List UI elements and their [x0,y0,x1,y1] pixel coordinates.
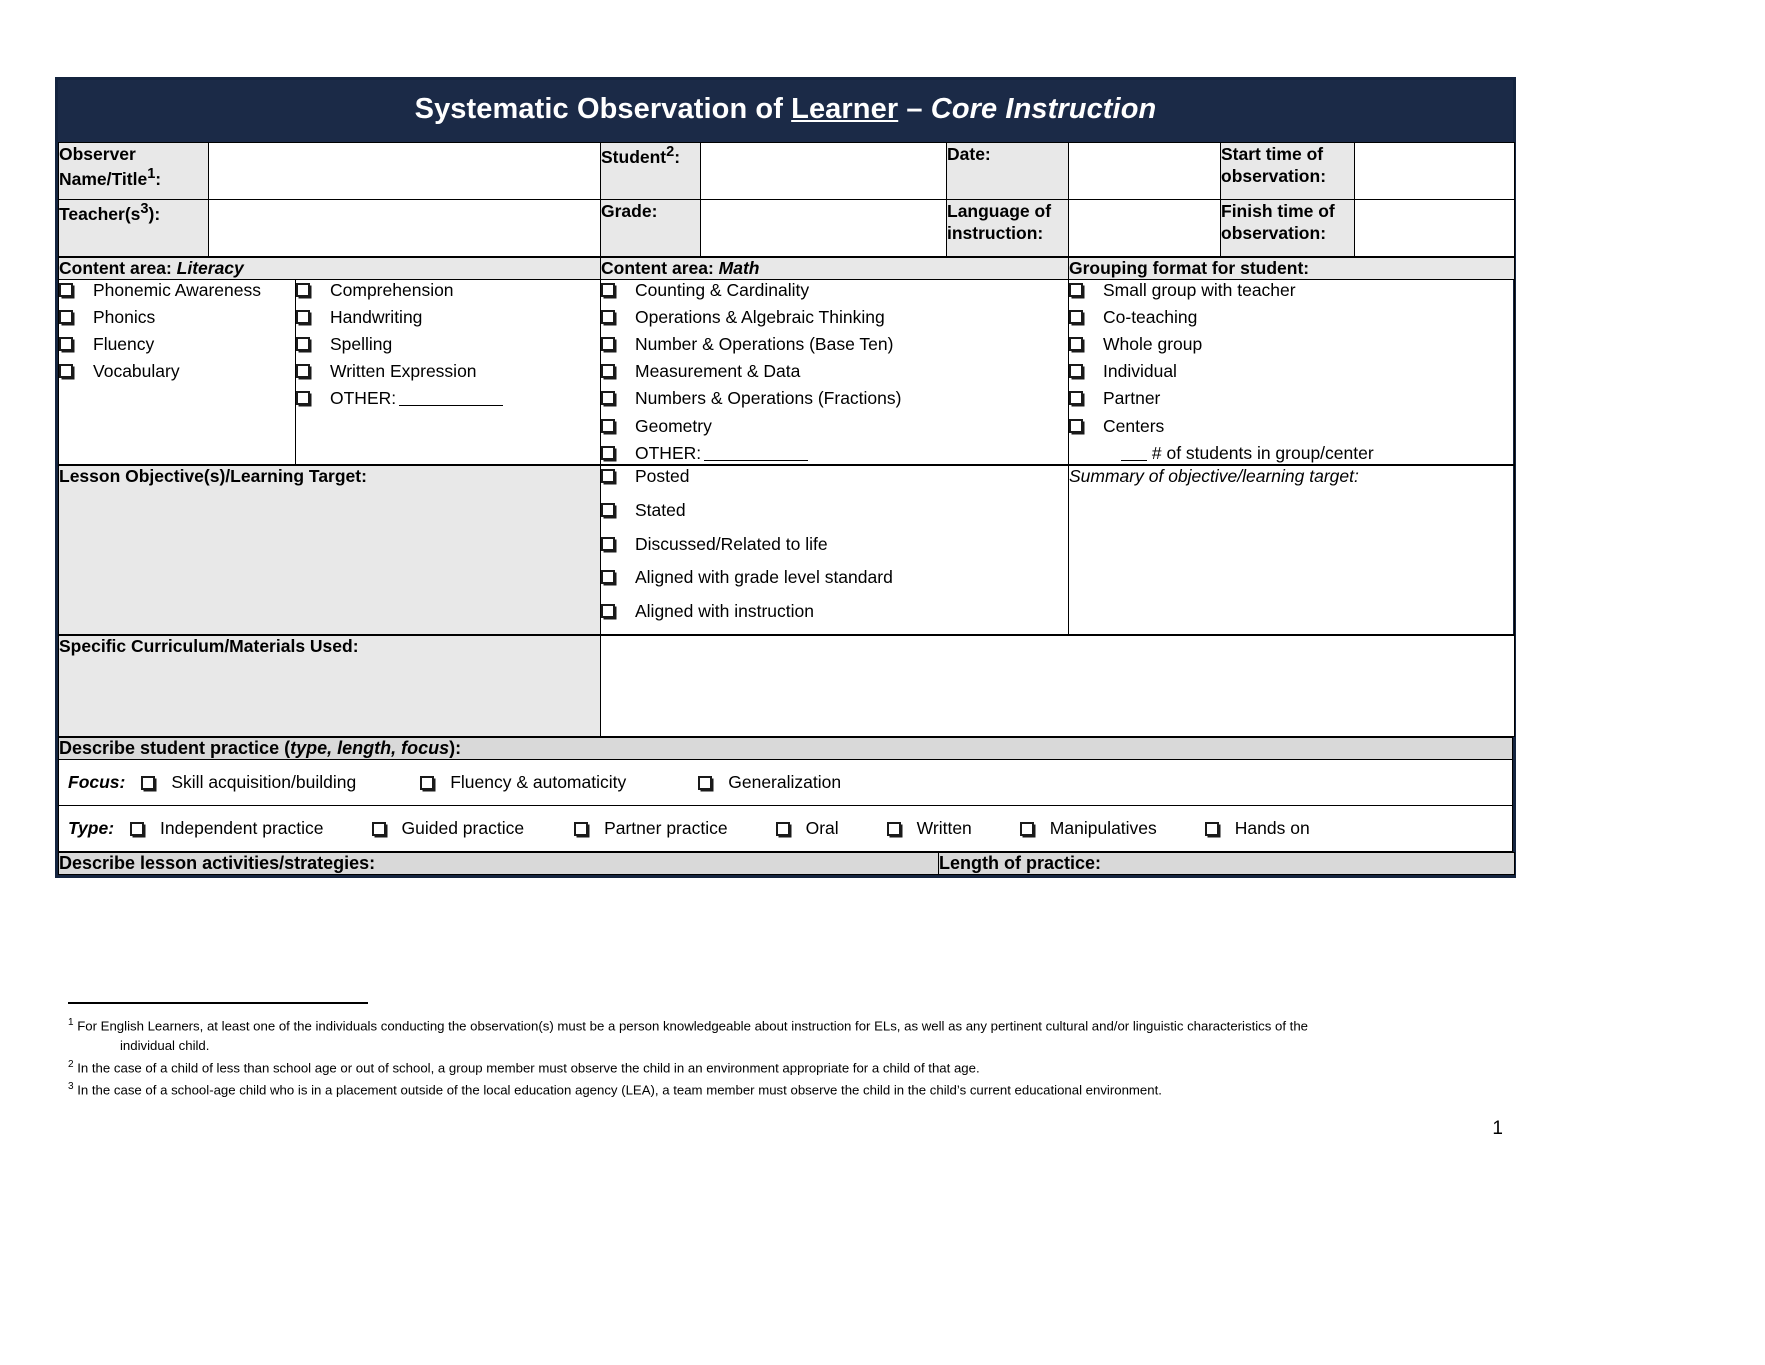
checkbox-item[interactable] [776,818,839,839]
footnotes [68,1002,1498,1103]
checkbox-label: Independent practice [160,818,324,839]
footnote-separator [68,1002,368,1004]
practice-table [58,737,1513,852]
checkbox-icon[interactable] [296,337,310,351]
bottom-band-row [59,853,1515,875]
checkbox-label: Oral [805,818,839,839]
checkbox-label: Skill acquisition/building [171,772,357,793]
footnote-3-number: 3 [68,1081,74,1093]
checkbox-label: Discussed/Related to life [635,533,828,554]
info-row-1 [59,142,1515,199]
math-column [601,279,1069,464]
checkbox-label: Manipulatives [1049,818,1157,839]
checkbox-icon[interactable] [1069,337,1083,351]
language-field[interactable] [1069,199,1221,256]
checkbox-label: Partner [1103,388,1161,409]
practice-band-italic: type, length, focus [290,738,450,759]
activities-label: Describe lesson activities/strategies: [59,853,939,875]
checkbox-icon[interactable] [1069,391,1083,405]
teacher-colon: ): [148,203,161,224]
student-label [601,142,701,199]
checkbox-item[interactable] [601,534,1068,555]
checkbox-icon[interactable] [601,337,615,351]
checkbox-icon[interactable] [601,604,615,618]
practice-band-row [59,738,1513,760]
checkbox-item[interactable] [1069,334,1514,355]
literacy-column-2 [296,279,601,464]
teacher-label [59,199,209,256]
info-row-2 [59,199,1515,256]
title-italic: Core Instruction [930,93,1157,125]
checkbox-item[interactable] [372,818,525,839]
literacy-column-1 [59,279,296,464]
checkbox-label: Individual [1103,361,1177,382]
checkbox-item-other[interactable] [296,388,600,409]
checkbox-item[interactable] [141,772,356,793]
checkbox-item[interactable] [601,500,1068,521]
bottom-band-table [58,852,1515,875]
checkbox-icon[interactable] [296,283,310,297]
content-area-band-row [59,257,1515,279]
checkbox-item[interactable] [601,388,1068,409]
teacher-text: Teacher(s [59,203,141,224]
footnote-2-text: In the case of a child of less than school age or out of school, a group member must observe the child in an environment appropriate for a child of that age. [77,1060,980,1076]
checkbox-item[interactable] [887,818,972,839]
checkbox-label: Co-teaching [1103,307,1198,328]
type-items [59,806,1512,851]
curriculum-table [58,635,1515,737]
student-colon: : [674,146,681,167]
checkbox-item[interactable] [1069,307,1514,328]
math-band-name: Math [718,257,760,278]
checkbox-item[interactable] [1069,416,1514,437]
math-band [601,257,1069,279]
checkbox-label: Small group with teacher [1103,279,1296,300]
footnote-1 [68,1016,1498,1055]
grouping-column [1069,279,1515,464]
checkbox-icon[interactable] [601,570,615,584]
content-area-checkbox-row [59,279,1515,464]
checkbox-item[interactable] [296,334,600,355]
literacy-band [59,257,601,279]
observer-name-field[interactable] [209,142,601,199]
finish-time-label: Finish time of observation: [1221,199,1355,256]
checkbox-item[interactable] [296,361,600,382]
focus-row [59,760,1513,806]
checkbox-label: Written Expression [330,361,477,382]
start-time-field[interactable] [1355,142,1515,199]
footnote-3 [68,1080,1498,1100]
literacy-band-name: Literacy [176,257,244,278]
checkbox-label: Stated [635,499,686,520]
other-label: OTHER: [330,388,397,409]
checkbox-label: Fluency & automaticity [450,772,627,793]
checkbox-item[interactable] [420,772,626,793]
language-label: Language of instruction: [947,199,1069,256]
objective-summary-cell[interactable] [1069,466,1515,635]
page-number: 1 [1492,1118,1503,1139]
checkbox-icon[interactable] [601,446,615,460]
teacher-footnote-ref: 3 [140,200,149,217]
checkbox-label: Hands on [1234,818,1310,839]
grade-label: Grade: [601,199,701,256]
checkbox-label: Generalization [728,772,842,793]
checkbox-label: Phonics [93,307,156,328]
checkbox-label: Vocabulary [93,361,180,382]
focus-items [59,760,1512,805]
checkbox-icon[interactable] [59,364,73,378]
checkbox-label: Numbers & Operations (Fractions) [635,388,902,409]
focus-cell [59,760,1513,806]
checkbox-icon[interactable] [601,310,615,324]
checkbox-item[interactable] [296,280,600,301]
student-field[interactable] [701,142,947,199]
practice-band-label [59,738,1513,760]
other-write-in-line[interactable] [704,460,808,461]
checkbox-item[interactable] [601,567,1068,588]
checkbox-item[interactable] [1069,361,1514,382]
checkbox-icon[interactable] [601,283,615,297]
curriculum-label: Specific Curriculum/Materials Used: [59,636,601,737]
footnote-1-number: 1 [68,1017,74,1028]
info-table [58,142,1515,257]
checkbox-icon[interactable] [574,822,588,836]
checkbox-item[interactable] [574,818,728,839]
checkbox-item[interactable] [130,818,323,839]
checkbox-label: Phonemic Awareness [93,279,261,300]
checkbox-icon[interactable] [601,537,615,551]
checkbox-label: Written [916,818,972,839]
checkbox-item[interactable] [601,307,1068,328]
date-field[interactable] [1069,142,1221,199]
checkbox-item[interactable] [698,772,841,793]
checkbox-label: Centers [1103,415,1165,436]
checkbox-icon[interactable] [130,822,144,836]
practice-band-suffix: ): [449,738,462,759]
checkbox-icon[interactable] [1069,364,1083,378]
curriculum-field[interactable] [601,636,1515,737]
form-title [58,80,1513,142]
checkbox-icon[interactable] [59,283,73,297]
checkbox-icon[interactable] [296,310,310,324]
checkbox-icon[interactable] [601,391,615,405]
checkbox-item[interactable] [601,361,1068,382]
practice-band-prefix: Describe student practice ( [59,738,291,759]
title-underlined: Learner [791,93,899,125]
checkbox-item[interactable] [601,280,1068,301]
checkbox-icon[interactable] [1069,283,1083,297]
checkbox-label: Comprehension [330,279,454,300]
checkbox-icon[interactable] [420,776,434,790]
checkbox-icon[interactable] [698,776,712,790]
title-prefix: Systematic Observation of [414,93,792,125]
checkbox-label: Whole group [1103,334,1203,355]
observer-name-label [59,142,209,199]
math-band-prefix: Content area: [601,257,719,278]
footnote-1-text: For English Learners, at least one of the individuals conducting the observation(s) must be a person knowledgeable about instruction for ELs, as well as any pertinent cultural and/or linguistic characteristics of the [77,1018,1309,1034]
students-count-line[interactable] [1121,460,1147,461]
checkbox-label: Fluency [93,334,155,355]
checkbox-label: Guided practice [401,818,525,839]
checkbox-item[interactable] [59,334,295,355]
type-label: Type: [68,818,115,839]
teacher-field[interactable] [209,199,601,256]
checkbox-item[interactable] [1069,280,1514,301]
focus-label: Focus: [68,772,126,793]
observer-colon: : [155,169,162,190]
checkbox-item[interactable] [601,334,1068,355]
checkbox-icon[interactable] [296,364,310,378]
grouping-band: Grouping format for student: [1069,257,1515,279]
objective-summary-label: Summary of objective/learning target: [1069,466,1359,487]
students-count-note [1069,443,1514,464]
checkbox-label: Counting & Cardinality [635,279,810,300]
checkbox-label: Number & Operations (Base Ten) [635,334,894,355]
checkbox-item[interactable] [1020,818,1157,839]
checkbox-icon[interactable] [141,776,155,790]
checkbox-label: Spelling [330,334,393,355]
objective-label: Lesson Objective(s)/Learning Target: [59,466,601,635]
checkbox-item[interactable] [1205,818,1310,839]
footnote-3-text: In the case of a school-age child who is in a placement outside of the local education agency (LEA), a team member must observe the child in the child’s current educational environment. [77,1082,1162,1098]
checkbox-label: Posted [635,466,690,487]
objective-checkbox-column [601,466,1069,635]
checkbox-item[interactable] [59,280,295,301]
checkbox-label: Geometry [635,415,712,436]
start-time-label: Start time of observation: [1221,142,1355,199]
type-row [59,806,1513,852]
checkbox-label: Partner practice [604,818,728,839]
finish-time-field[interactable] [1355,199,1515,256]
observer-footnote-ref: 1 [147,166,156,183]
checkbox-icon[interactable] [59,337,73,351]
checkbox-item[interactable] [601,416,1068,437]
checkbox-icon[interactable] [601,364,615,378]
footnote-2-number: 2 [68,1058,74,1070]
grade-field[interactable] [701,199,947,256]
type-cell [59,806,1513,852]
length-of-practice-label: Length of practice: [939,853,1515,875]
other-write-in-line[interactable] [399,405,503,406]
checkbox-label: Handwriting [330,307,423,328]
content-area-table [58,257,1515,465]
checkbox-icon[interactable] [1205,822,1219,836]
checkbox-icon[interactable] [1069,310,1083,324]
checkbox-item[interactable] [296,307,600,328]
student-text: Student [601,146,667,167]
checkbox-icon[interactable] [59,310,73,324]
checkbox-icon[interactable] [601,469,615,483]
objective-table [58,465,1515,635]
footnote-1-continuation: individual child. [120,1037,210,1053]
checkbox-label: Operations & Algebraic Thinking [635,307,885,328]
objective-row [59,466,1515,635]
checkbox-icon[interactable] [601,419,615,433]
checkbox-item[interactable] [59,361,295,382]
other-label: OTHER: [635,442,702,463]
checkbox-label-other [635,443,1068,464]
observer-name-text: Observer Name/Title [59,143,148,190]
checkbox-label: Aligned with instruction [635,600,814,621]
checkbox-icon[interactable] [1020,822,1034,836]
curriculum-row [59,636,1515,737]
checkbox-icon[interactable] [776,822,790,836]
checkbox-item-other[interactable] [601,443,1068,464]
footnote-2 [68,1058,1498,1078]
checkbox-icon[interactable] [887,822,901,836]
checkbox-icon[interactable] [1069,419,1083,433]
checkbox-item[interactable] [1069,388,1514,409]
literacy-band-prefix: Content area: [59,257,177,278]
checkbox-item[interactable] [601,466,1068,487]
checkbox-item[interactable] [601,601,1068,622]
checkbox-label: Aligned with grade level standard [635,567,893,588]
date-label: Date: [947,142,1069,199]
title-dash: – [898,93,931,125]
student-footnote-ref: 2 [666,143,675,160]
checkbox-icon[interactable] [601,503,615,517]
checkbox-item[interactable] [59,307,295,328]
students-count-label: # of students in group/center [1151,443,1374,464]
checkbox-label-other [330,388,600,409]
checkbox-label: Measurement & Data [635,361,801,382]
observation-form [55,77,1516,878]
checkbox-icon[interactable] [372,822,386,836]
checkbox-icon[interactable] [296,391,310,405]
